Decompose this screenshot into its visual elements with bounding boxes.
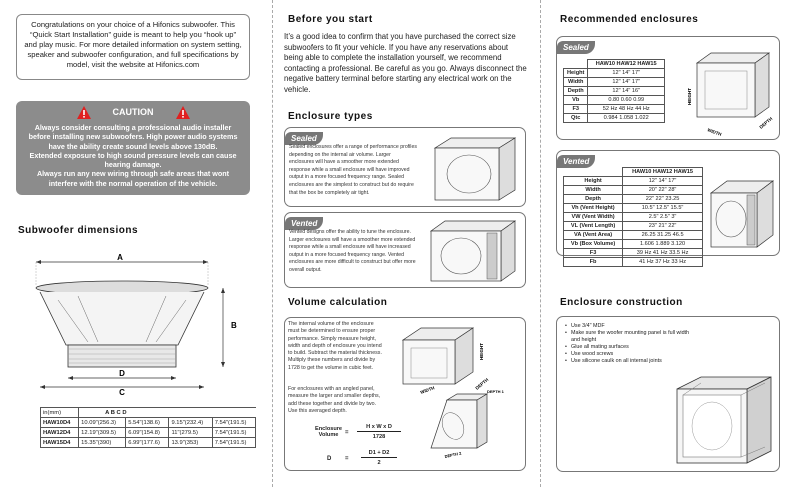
table-cell: Vh (Vent Height): [564, 204, 623, 213]
table-cell: 10.5" 12.5" 15.5": [623, 204, 703, 213]
table-cell: 41 Hz 37 Hz 33 Hz: [623, 258, 703, 267]
table-cell: 12" 14" 16": [588, 87, 665, 96]
table-cell: 5.54"(138.6): [126, 418, 169, 428]
table-header-row: [41, 408, 256, 418]
table-cell: VW (Vent Width): [564, 213, 623, 222]
table-row: [41, 418, 256, 428]
vented-box-illustration: [425, 217, 521, 287]
formula-numerator: H x W x D: [357, 424, 401, 432]
sealed-tag: Sealed: [285, 132, 323, 145]
vented-tag: Vented: [285, 217, 323, 230]
table-row: [41, 428, 256, 438]
table-cell: 12" 14" 17": [623, 177, 703, 186]
recommended-sealed-panel: [556, 36, 780, 140]
volume-text-1: The internal volume of the enclosure must be determined to ensure proper performance. Simply measure height, width and depth of enclosure you intend to build. Subtract the material thickness. Multiply these numbers and divide by 1728 to get the volume in cubic feet.: [288, 321, 382, 371]
table-cell: 0.80 0.60 0.99: [588, 96, 665, 105]
table-cell: Height: [564, 177, 623, 186]
table-row: [564, 222, 703, 231]
table-row: [564, 240, 703, 249]
formula-eq: =: [345, 430, 349, 436]
caution-line: Always run any new wiring through safe areas that wont interfere with the normal operation of the vehicle.: [36, 169, 230, 188]
rec-vented-tag: Vented: [557, 155, 595, 168]
table-row: [564, 213, 703, 222]
table-row: [564, 114, 665, 123]
dim-label-d: D: [119, 369, 125, 378]
table-header: HAW10 HAW12 HAW15: [588, 60, 665, 69]
d-label: D: [327, 456, 332, 462]
formula-label-line: Volume: [318, 432, 339, 438]
table-cell: VA (Vent Area): [564, 231, 623, 240]
dimensions-table: [40, 407, 256, 448]
height-label: HEIGHT: [479, 342, 484, 360]
table-header: HAW10 HAW12 HAW15: [623, 168, 703, 177]
d-eq: =: [345, 456, 349, 462]
table-row: [564, 69, 665, 78]
table-cell: 1.606 1.889 3.120: [623, 240, 703, 249]
formula-denominator: 2: [377, 460, 381, 466]
table-cell: 52 Hz 48 Hz 44 Hz: [588, 105, 665, 114]
table-row: [564, 231, 703, 240]
table-row: [564, 249, 703, 258]
table-cell: Width: [564, 186, 623, 195]
volume-formula: [357, 424, 401, 440]
depth-label: DEPTH: [758, 116, 774, 130]
formula-label-line: Enclosure: [315, 426, 343, 432]
table-cell: 13.9"(353): [169, 438, 212, 448]
dim-label-a: A: [117, 253, 123, 262]
table-cell: HAW15D4: [41, 438, 79, 448]
formula-denominator: 1728: [372, 434, 386, 440]
table-cell: 0.984 1.058 1.022: [588, 114, 665, 123]
table-cell: Qtc: [564, 114, 588, 123]
table-row: [564, 195, 703, 204]
vented-panel: [284, 212, 526, 288]
recommended-heading: Recommended enclosures: [560, 14, 699, 25]
rec-sealed-tag: Sealed: [557, 41, 595, 54]
before-text: It’s a good idea to confirm that you have purchased the correct size subwoofers to fit your vehicle. If you have any reservations about being able to complete the installation yourself, we recommend contacting a professional. Be careful as you go. Always disconnect the negative battery terminal before starting any electrical work on the vehicle.: [284, 32, 527, 94]
table-cell: 2.5" 2.5" 3": [623, 213, 703, 222]
vented-recommended-box: [707, 157, 779, 253]
list-item: • Use wood screws: [565, 351, 695, 358]
table-cell: 39 Hz 41 Hz 33.5 Hz: [623, 249, 703, 258]
table-cell: 10.09"(256.3): [79, 418, 126, 428]
formula-numerator: D1 + D2: [361, 450, 397, 458]
construction-heading: Enclosure construction: [560, 297, 683, 308]
table-cell: 7.54"(191.5): [212, 438, 255, 448]
list-item: • Make sure the woofer mounting panel is full width and height: [565, 330, 695, 344]
dim-label-c: C: [119, 388, 125, 397]
depth1-label: DEPTH 1: [487, 389, 504, 394]
table-cell: 11"(279.5): [169, 428, 212, 438]
table-cell: Vb (Box Volume): [564, 240, 623, 249]
table-row: [564, 204, 703, 213]
table-row: [564, 87, 665, 96]
volume-panel: [284, 317, 526, 471]
table-cell: 9.15"(232.4): [169, 418, 212, 428]
table-cell: 12.19"(309.5): [79, 428, 126, 438]
sealed-text: Sealed enclosures offer a range of performance profiles depending on the internal air volume. Larger enclosures will have a smoother more extended response while a small enclosure will have improved output in a more focused frequency range. Sealed enclosures are the simplest to construct but do require that the box be completely air tight.: [289, 144, 417, 196]
table-cell: 23" 21" 22": [623, 222, 703, 231]
table-header: A B C D: [79, 408, 256, 418]
list-item: • Use 3/4" MDF: [565, 323, 695, 330]
table-header: in(mm): [41, 408, 79, 418]
list-item: • Use silicone caulk on all internal joints: [565, 358, 695, 365]
table-cell: Fb: [564, 258, 623, 267]
caution-title: CAUTION: [112, 106, 154, 117]
table-row: [564, 186, 703, 195]
construction-list: [565, 323, 695, 365]
depth2-label: DEPTH 2: [444, 450, 462, 459]
table-cell: Depth: [564, 195, 623, 204]
width-label: WIDTH: [706, 127, 723, 137]
intro-box: [16, 14, 250, 80]
warning-icon: [176, 106, 190, 119]
caution-box: [16, 101, 250, 195]
table-cell: HAW12D4: [41, 428, 79, 438]
table-row: [564, 258, 703, 267]
sealed-panel: [284, 127, 526, 207]
intro-text: Congratulations on your choice of a Hifonics subwoofer. This “Quick Start Installation” guide is meant to help you “hook up” and play music. For more detailed information on system setting, speaker and subwoofer configuration, and full specifications by model, visit the website at Hifonics.com: [24, 20, 242, 69]
types-heading: Enclosure types: [288, 111, 373, 122]
angled-box-diagram: [425, 390, 523, 466]
table-cell: Depth: [564, 87, 588, 96]
width-label: WIDTH: [419, 385, 436, 395]
list-item: • Glue all mating surfaces: [565, 344, 695, 351]
column-divider-1: [272, 0, 273, 487]
table-cell: 12" 14" 17": [588, 69, 665, 78]
table-cell: 15.35"(390): [79, 438, 126, 448]
dim-label-b: B: [231, 321, 237, 330]
table-row: [564, 96, 665, 105]
table-cell: 7.54"(191.5): [212, 428, 255, 438]
sealed-box-illustration: [425, 134, 521, 204]
depth-label: DEPTH: [474, 377, 490, 391]
table-cell: 26.25 31.25 46.5: [623, 231, 703, 240]
column-divider-2: [540, 0, 541, 487]
vented-spec-table: [563, 167, 703, 267]
warning-icon: [77, 106, 91, 119]
depth-formula: [361, 450, 397, 466]
table-cell: 22" 22" 23.25: [623, 195, 703, 204]
caution-line: Extended exposure to high sound pressure levels can cause hearing damage.: [29, 150, 237, 170]
table-row: [41, 438, 256, 448]
caution-line: Always consider consulting a professional audio installer before installing new subwoofers. High power audio systems have the ability create sound levels above 130dB.: [28, 123, 238, 151]
table-row: [564, 105, 665, 114]
table-cell: 12" 14" 17": [588, 78, 665, 87]
construction-panel: [556, 316, 780, 472]
table-cell: HAW10D4: [41, 418, 79, 428]
height-label: HEIGHT: [687, 87, 692, 105]
volume-heading: Volume calculation: [288, 297, 388, 308]
sealed-recommended-box: [677, 47, 777, 139]
table-cell: VL (Vent Length): [564, 222, 623, 231]
subwoofer-dimension-diagram: [18, 250, 258, 395]
formula-label: [315, 426, 342, 438]
table-cell: Width: [564, 78, 588, 87]
table-cell: F3: [564, 249, 623, 258]
table-row: [564, 177, 703, 186]
table-cell: 7.54"(191.5): [212, 418, 255, 428]
table-cell: Vb: [564, 96, 588, 105]
table-cell: Height: [564, 69, 588, 78]
table-cell: 6.99"(177.6): [126, 438, 169, 448]
table-row: [564, 78, 665, 87]
before-heading: Before you start: [288, 14, 373, 25]
construction-box-illustration: [667, 373, 779, 469]
table-cell: 20" 22" 28": [623, 186, 703, 195]
vented-text: Vented designs offer the ability to tune the enclosure. Larger enclosures will have a smoother more extended response while a small enclosure will have increased output in a more focused frequency range. Vented enclosures are more difficult to construct but offer more overall output.: [289, 229, 416, 273]
table-cell: 6.09"(154.8): [126, 428, 169, 438]
table-cell: F3: [564, 105, 588, 114]
recommended-vented-panel: [556, 150, 780, 265]
sealed-spec-table: [563, 59, 665, 123]
volume-text-2: For enclosures with an angled panel, measure the larger and smaller depths, add these together and divide by two. Use this averaged depth.: [288, 386, 381, 414]
dimensions-heading: Subwoofer dimensions: [18, 225, 139, 236]
